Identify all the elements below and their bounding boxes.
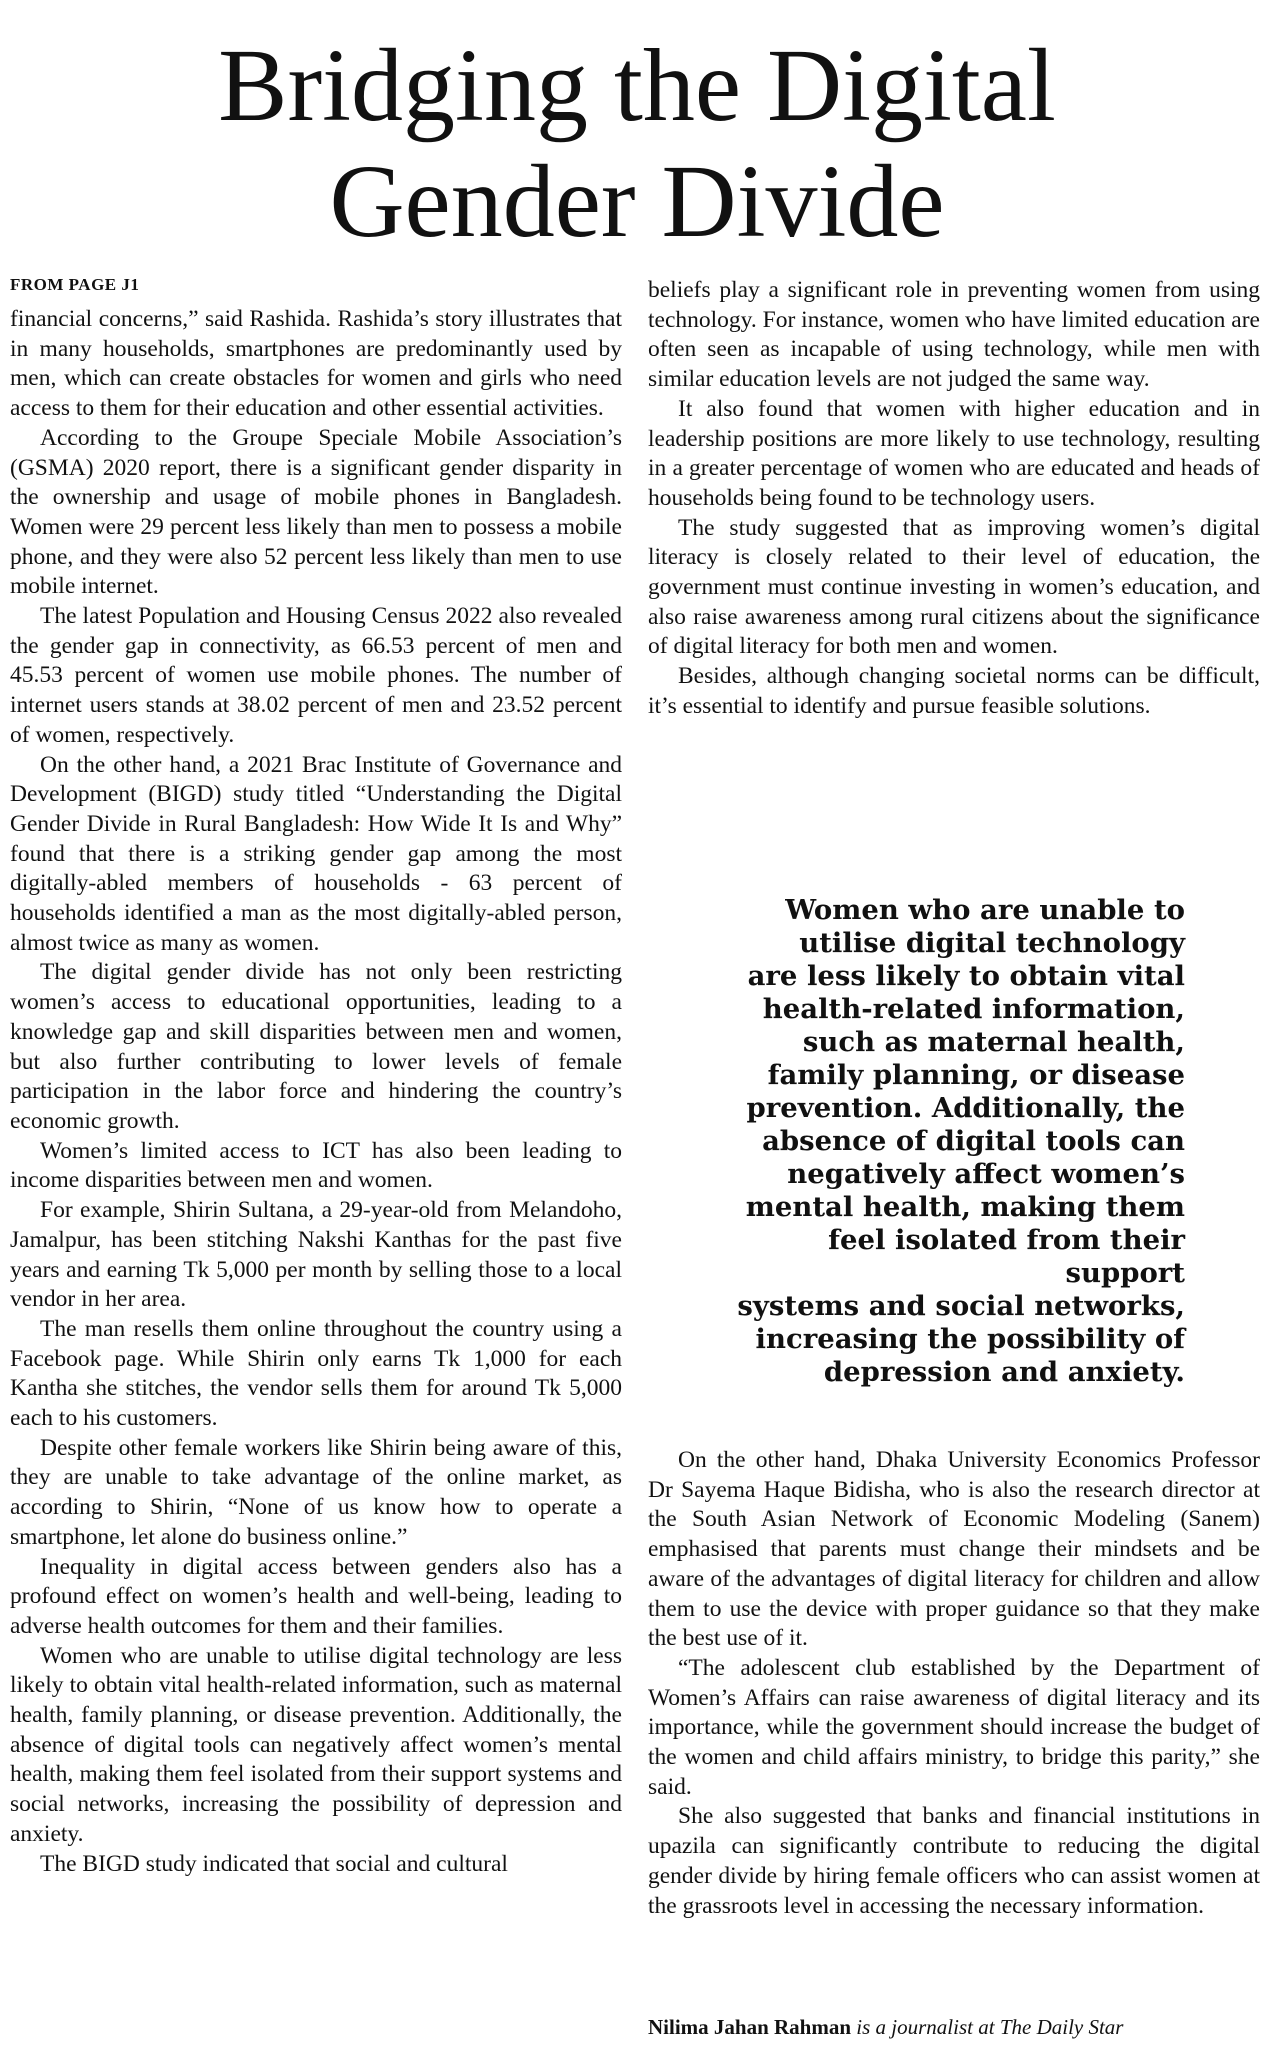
pull-quote-line: health-related information, [762, 993, 1185, 1025]
paragraph: Inequality in digital access between genders also has a profound effect on women’s health and well-being, leading to adverse health outcomes for them and their families. [10, 1553, 622, 1639]
paragraph: The BIGD study indicated that social and cultural [40, 1850, 508, 1877]
paragraph: It also found that women with higher education and in leadership positions are more likely to use technology, resulting in a greater percentage of women who are educated and heads of households being found to be technology users. [648, 395, 1260, 511]
pull-quote-line: depression and anxiety. [823, 1356, 1185, 1388]
paragraph: She also suggested that banks and financial institutions in upazila can significantly contribute to reducing the digital gender divide by hiring female officers who can assist women at the grassroots level in accessing the necessary information. [648, 1803, 1260, 1919]
pull-quote-line: absence of digital tools can [762, 1125, 1185, 1157]
paragraph: Despite other female workers like Shirin being aware of this, they are unable to take advantage of the online market, as according to Shirin, “None of us know how to operate a smartphone, let alone do business online.” [10, 1434, 622, 1550]
pull-quote [700, 894, 1185, 1389]
pull-quote-line: negatively affect women’s [787, 1158, 1185, 1190]
paragraph: beliefs play a significant role in preventing women from using technology. For instance, women who have limited education are often seen as incapable of using technology, while men with similar education levels are not judged the same way. [648, 277, 1260, 393]
paragraph: Besides, although changing societal norms can be difficult, it’s essential to identify and pursue feasible solutions. [648, 663, 1260, 719]
pull-quote-line: systems and social networks, [737, 1290, 1185, 1322]
paragraph: According to the Groupe Speciale Mobile Association’s (GSMA) 2020 report, there is a significant gender disparity in the ownership and usage of mobile phones in Bangladesh. Women were 29 percent less likely than men to possess a mobile phone, and they were also 52 percent less likely than men to use mobile internet. [10, 424, 622, 600]
author-name: Nilima Jahan Rahman [648, 2015, 852, 2039]
pull-quote-line: are less likely to obtain vital [747, 960, 1185, 992]
right-column-top [648, 276, 1260, 722]
paragraph: The man resells them online throughout the country using a Facebook page. While Shirin only earns Tk 1,000 for each Kantha she stitches, the vendor sells them for around Tk 5,000 each to his customers. [10, 1315, 622, 1432]
pull-quote-line: increasing the possibility of [755, 1323, 1185, 1355]
continuation-kicker: FROM PAGE J1 [10, 275, 140, 294]
pull-quote-line: utilise digital technology [799, 927, 1185, 959]
pull-quote-line: feel isolated from their support [828, 1224, 1185, 1289]
paragraph: On the other hand, a 2021 Brac Institute of Governance and Development (BIGD) study titled “Understanding the Digital Gender Divide in Rural Bangladesh: How Wide It Is and Why” found that there is a striking gender gap among the most digitally-abled members of households - 63 percent of households identified a man as the most digitally-abled person, almost twice as many as women. [10, 751, 622, 956]
paragraph: Women’s limited access to ICT has also been leading to income disparities between men and women. [10, 1137, 622, 1194]
headline-line-1: Bridging the Digital [218, 28, 1056, 143]
headline [0, 28, 1274, 260]
right-column-bottom [648, 1446, 1260, 1921]
paragraph: The digital gender divide has not only been restricting women’s access to educational opportunities, leading to a knowledge gap and skill disparities between men and women, but also further contributing to lower levels of female participation in the labor force and hindering the country’s economic growth. [10, 959, 622, 1134]
paragraph: The study suggested that as improving women’s digital literacy is closely related to their level of education, the government must continue investing in women’s education, and also raise awareness among rural citizens about the significance of digital literacy for both men and women. [648, 514, 1260, 660]
paragraph: “The adolescent club established by the Department of Women’s Affairs can raise awareness of digital literacy and its importance, while the government should increase the budget of the women and child affairs ministry, to bridge this parity,” she said. [648, 1654, 1260, 1800]
paragraph: financial concerns,” said Rashida. Rashida’s story illustrates that in many households, smartphones are predominantly used by men, which can create obstacles for women and girls who need access to them for their education and other essential activities. [10, 306, 622, 422]
headline-line-2: Gender Divide [329, 144, 945, 259]
paragraph: Women who are unable to utilise digital technology are less likely to obtain vital health-related information, such as maternal health, family planning, or disease prevention. Additionally, the absence of digital tools can negatively affect women’s mental health, making them feel isolated from their support systems and social networks, increasing the possibility of depression and anxiety. [10, 1642, 622, 1847]
author-role: is a journalist at The Daily Star [856, 2015, 1124, 2039]
pull-quote-line: such as maternal health, [802, 1026, 1185, 1058]
pull-quote-line: family planning, or disease [767, 1059, 1185, 1091]
pull-quote-line: Women who are unable to [785, 894, 1185, 926]
paragraph: On the other hand, Dhaka University Economics Professor Dr Sayema Haque Bidisha, who is also the research director at the South Asian Network of Economic Modeling (Sanem) emphasised that parents must change their mindsets and be aware of the advantages of digital literacy for children and allow them to use the device with proper guidance so that they make the best use of it. [648, 1447, 1260, 1652]
paragraph: For example, Shirin Sultana, a 29-year-old from Melandoho, Jamalpur, has been stitching Nakshi Kanthas for the past five years and earning Tk 5,000 per month by selling those to a local vendor in her area. [10, 1197, 622, 1313]
byline [648, 2015, 1260, 2040]
paragraph: The latest Population and Housing Census 2022 also revealed the gender gap in connectivity, as 66.53 percent of men and 45.53 percent of women use mobile phones. The number of internet users stands at 38.02 percent of men and 23.52 percent of women, respectively. [10, 603, 622, 748]
pull-quote-line: mental health, making them [745, 1191, 1185, 1223]
pull-quote-line: prevention. Additionally, the [746, 1092, 1185, 1124]
left-column [10, 305, 622, 1879]
